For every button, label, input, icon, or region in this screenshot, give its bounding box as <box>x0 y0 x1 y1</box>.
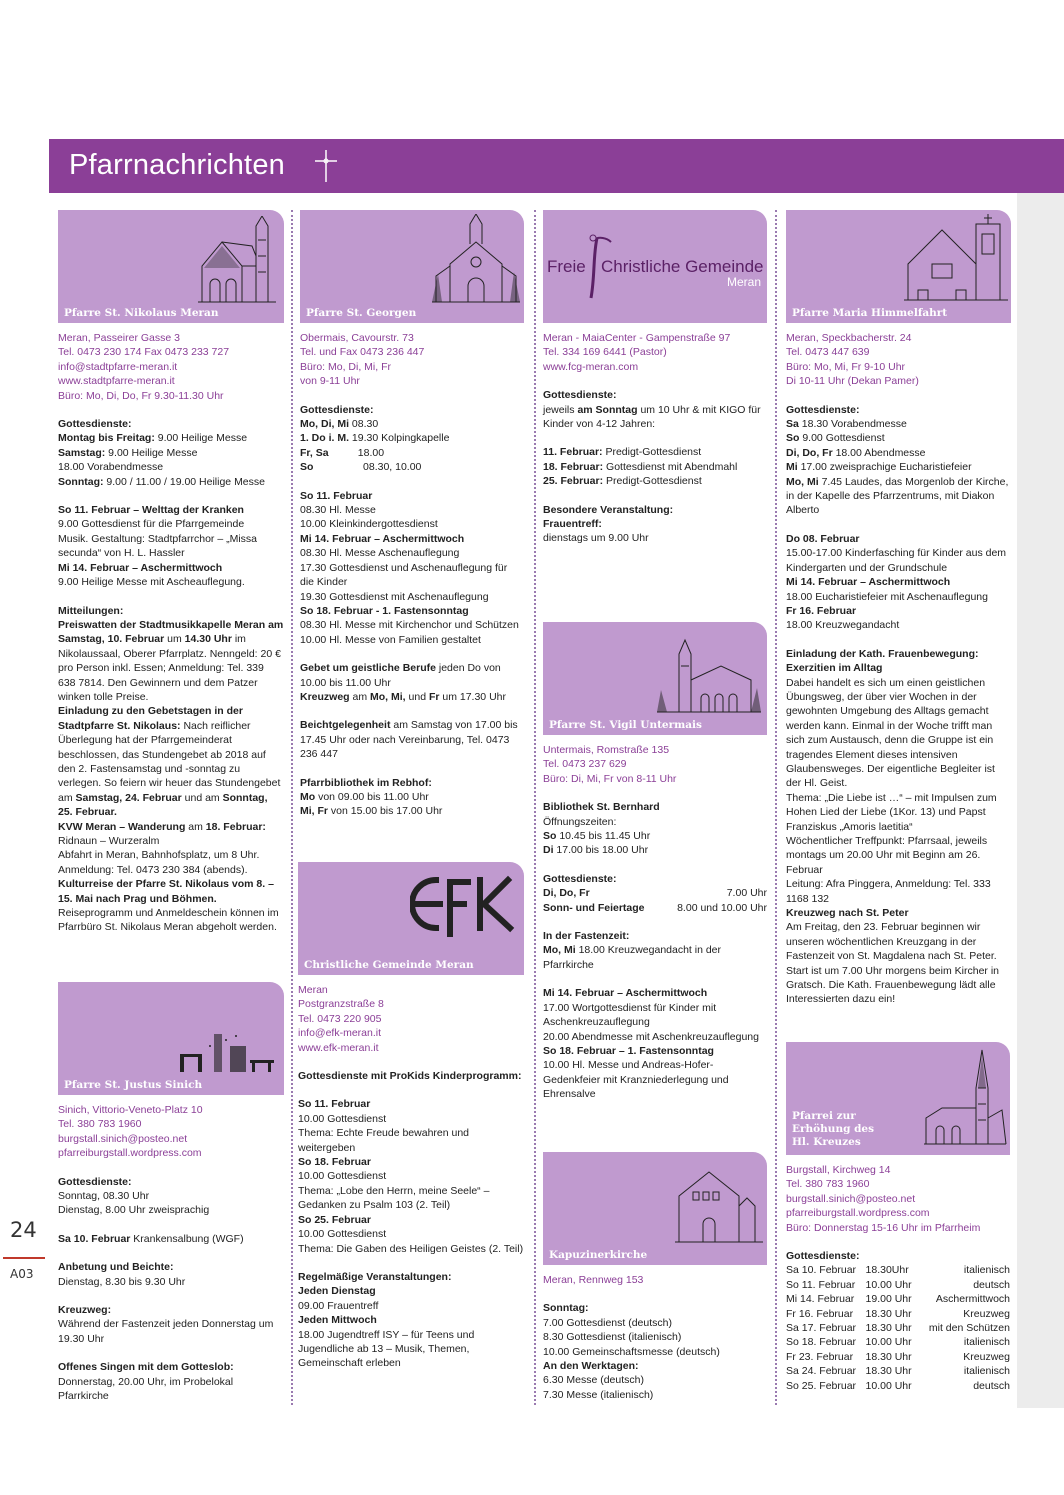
paragraph: Sonntag: 7.00 Gottesdienst (deutsch) 8.30 Gottesdienst (italienisch) 10.00 Gemeinschaftsmesse (deutsch) An den Werktagen: 6.30 Messe (deutsch) 7.30 Messe (italienisch) <box>543 1302 720 1401</box>
article-body <box>58 417 284 935</box>
schedule-time: 10.00 Uhr <box>865 1379 912 1392</box>
article-body <box>58 1175 284 1404</box>
city: Meran <box>298 984 328 996</box>
schedule-time: 18.30Uhr <box>865 1264 909 1277</box>
logo-christliche-gemeinde: Christliche Gemeinde <box>601 257 764 276</box>
logo-meran: Meran <box>726 275 761 289</box>
email-link[interactable]: info@stadtpfarre-meran.it <box>58 360 178 373</box>
paragraph: So 11. Februar 10.00 Gottesdienst Thema: Echte Freude bewahren und weitergeben So 18. Februar 10.00 Gottesdienst Thema: „Lobe den Herrn, meine Seele“ – Gedanken zu Psalm 103 (2. Teil) So 25. Februar 10.00 Gottesdienst Thema: Die Gaben des Heiligen Geistes (2. Teil) <box>298 1098 524 1255</box>
paragraph: Gottesdienste mit ProKids Kinderprogramm: <box>298 1070 522 1083</box>
schedule-row <box>786 1263 1010 1277</box>
phone: Tel. und Fax 0473 236 447 <box>300 346 425 359</box>
schedule-note: Kreuzweg <box>963 1350 1010 1363</box>
article-body <box>543 800 767 1101</box>
column-3 <box>543 210 767 560</box>
church-illustration-icon <box>430 214 522 306</box>
contact-info <box>58 1103 284 1161</box>
schedule-time: 10.00 Uhr <box>865 1278 912 1291</box>
phone: Tel. 334 169 6441 (Pastor) <box>543 346 667 359</box>
website-link[interactable]: www.stadtpfarre-meran.it <box>58 375 175 388</box>
page-title: Pfarrnachrichten <box>69 149 285 181</box>
article-body <box>786 403 1011 1007</box>
cross-icon <box>311 148 341 184</box>
office-hours: Büro: Mo, Di, Do, Fr 9.30-11.30 Uhr <box>58 389 224 402</box>
paragraph: Bibliothek St. Bernhard Öffnungszeiten: So 10.45 bis 11.45 Uhr Di 17.00 bis 18.00 Uhr <box>543 801 660 857</box>
schedule-row <box>786 1278 1010 1292</box>
schedule-row <box>786 1321 1010 1335</box>
office-hours: von 9-11 Uhr <box>300 375 360 388</box>
contact-info <box>543 743 767 786</box>
schedule-time: 18.30 Uhr <box>865 1365 912 1378</box>
contact-info <box>298 983 524 1055</box>
column-4-lower <box>786 1042 1010 1393</box>
efk-logo-icon <box>410 872 516 938</box>
contact-info <box>300 331 524 389</box>
article-body <box>786 1249 1010 1393</box>
schedule-date: So 11. Februar <box>786 1278 856 1291</box>
church-card-fcg <box>543 210 767 323</box>
address: Postgranzstraße 8 <box>298 998 384 1011</box>
column-1-lower <box>58 982 284 1418</box>
schedule-note: deutsch <box>973 1379 1010 1392</box>
phone: Tel. 0473 447 639 <box>786 346 870 359</box>
column-2-lower <box>298 862 524 1385</box>
paragraph: Gebet um geistliche Berufe jeden Do von 10.00 bis 11.00 Uhr Kreuzweg am Mo, Mi, und Fr um 17.30 Uhr <box>300 662 506 703</box>
website-link[interactable]: pfarreiburgstall.wordpress.com <box>786 1207 930 1220</box>
church-illustration-icon <box>922 1048 1008 1148</box>
paragraph: Gottesdienste: Montag bis Freitag: 9.00 Heilige Messe Samstag: 9.00 Heilige Messe 18.00 Vorabendmesse Sonntag: 9.00 / 11.00 / 19.00 Heilige Messe <box>58 418 265 488</box>
card-caption: Pfarre Maria Himmelfahrt <box>792 307 948 319</box>
schedule-note: italienisch <box>963 1365 1010 1378</box>
paragraph: Gottesdienste: Mo, Di, Mi 08.30 1. Do i. M. 19.30 Kolpingkapelle Fr, Sa 18.00 So 08.30, 10.00 <box>300 403 450 474</box>
address: Meran - MaiaCenter - Gampenstraße 97 <box>543 332 731 344</box>
column-divider <box>534 210 536 1405</box>
parish-card-georgen <box>300 210 524 323</box>
paragraph: In der Fastenzeit: Mo, Mi 18.00 Kreuzwegandacht in der Pfarrkirche <box>543 930 722 971</box>
schedule-row <box>786 1292 1010 1306</box>
schedule-time: 18.30 Uhr <box>865 1322 912 1335</box>
church-illustration-icon <box>196 216 278 306</box>
paragraph: Pfarrbibliothek im Rebhof: Mo von 09.00 bis 11.00 Uhr Mi, Fr von 15.00 bis 17.00 Uhr <box>300 776 443 818</box>
contact-info <box>786 331 1011 389</box>
paragraph: Gottesdienste: Sonntag, 08.30 Uhr Dienstag, 8.00 Uhr zweisprachig <box>58 1175 210 1217</box>
page-number: 24 <box>10 1218 37 1242</box>
office-hours: Büro: Mo, Di, Mi, Fr <box>300 360 392 373</box>
article-body <box>300 403 524 819</box>
office-hours: Büro: Mo, Mi, Fr 9-10 Uhr <box>786 360 906 373</box>
schedule-date: Sa 17. Februar <box>786 1322 857 1335</box>
paragraph: Anbetung und Beichte: Dienstag, 8.30 bis 9.30 Uhr <box>58 1261 186 1288</box>
phone: Tel. 0473 237 629 <box>543 758 627 771</box>
paragraph: So 11. Februar – Welttag der Kranken 9.00 Gottesdienst für die Pfarrgemeinde Musik. Gestaltung: Stadtpfarrchor – „Missa secunda“ von H. L. Hassler Mi 14. Februar – Aschermittwoch 9.00 Heilige Messe mit Ascheauflegung. <box>58 504 257 589</box>
header-banner <box>49 139 1064 193</box>
church-illustration-icon <box>170 1026 280 1078</box>
paragraph: Gottesdienste: Sa 18.30 Vorabendmesse So 9.00 Gottesdienst Di, Do, Fr 18.00 Abendmesse Mi 17.00 zweisprachige Eucharistiefeier Mo, Mi 7.45 Laudes, das Morgenlob der Kirche, in der Kapelle des Pfarrzentrums, mit Diakon Alberto <box>786 403 1009 517</box>
schedule-row <box>786 1307 1010 1321</box>
schedule-note: italienisch <box>963 1336 1010 1349</box>
church-card-kapuziner <box>543 1152 767 1265</box>
paragraph: Do 08. Februar 15.00-17.00 Kinderfasching für Kinder aus dem Kindergarten und der Grundschule Mi 14. Februar – Aschermittwoch 18.00 Eucharistiefeier mit Aschenauflegung Fr 16. Februar 18.00 Kreuzwegandacht <box>786 532 1007 632</box>
schedule-note: italienisch <box>963 1264 1010 1277</box>
phone: Tel. 380 783 1960 <box>58 1118 142 1131</box>
schedule-note: mit den Schützen <box>928 1322 1010 1335</box>
schedule-note: deutsch <box>973 1278 1010 1291</box>
paragraph: Gottesdienste: jeweils am Sonntag um 10 Uhr & mit KIGO für Kinder von 4-12 Jahren: <box>543 389 761 431</box>
paragraph: Besondere Veranstaltung: Frauentreff: dienstags um 9.00 Uhr <box>543 503 674 545</box>
address: Sinich, Vittorio-Veneto-Platz 10 <box>58 1104 203 1116</box>
website-link[interactable]: www.efk-meran.it <box>298 1041 379 1054</box>
card-caption: Pfarrei zur Erhöhung des Hl. Kreuzes <box>792 1110 875 1148</box>
schedule-date: Fr 23. Februar <box>786 1350 854 1363</box>
column-divider <box>291 210 293 1405</box>
schedule-time: 18.30 Uhr <box>865 1350 912 1363</box>
contact-info <box>543 331 767 374</box>
logo-freie: Freie <box>547 257 586 276</box>
parish-card-vigil <box>543 622 767 735</box>
address: Meran, Passeirer Gasse 3 <box>58 332 180 344</box>
parish-card-kreuz <box>786 1042 1010 1155</box>
address: Burgstall, Kirchweg 14 <box>786 1164 891 1176</box>
contact-info <box>58 331 284 403</box>
schedule-table <box>786 1263 1010 1393</box>
schedule-date: Mi 14. Februar <box>786 1293 855 1306</box>
website-link[interactable]: www.fcg-meran.com <box>543 360 639 373</box>
schedule-row <box>786 1379 1010 1393</box>
email-link[interactable]: info@efk-meran.it <box>298 1027 382 1040</box>
email-link[interactable]: burgstall.sinich@posteo.net <box>786 1192 916 1205</box>
phone: Tel. 380 783 1960 <box>786 1178 870 1191</box>
column-3-lower <box>543 1152 767 1416</box>
website-link[interactable]: pfarreiburgstall.wordpress.com <box>58 1147 202 1160</box>
card-caption: Pfarre St. Justus Sinich <box>64 1079 203 1091</box>
address: Meran, Speckbacherstr. 24 <box>786 332 912 344</box>
office-hours: Büro: Di, Mi, Fr von 8-11 Uhr <box>543 772 677 785</box>
schedule-note: Aschermittwoch <box>935 1293 1010 1306</box>
card-caption: Pfarre St. Vigil Untermais <box>549 719 702 731</box>
column-divider <box>775 210 777 1405</box>
schedule-heading: Gottesdienste: <box>786 1250 860 1263</box>
schedule-note: Kreuzweg <box>963 1307 1010 1320</box>
phone: Tel. 0473 230 174 Fax 0473 233 727 <box>58 346 230 359</box>
paragraph: Kreuzweg: Während der Fastenzeit jeden Donnerstag um 19.30 Uhr <box>58 1304 274 1345</box>
schedule-date: Sa 10. Februar <box>786 1264 857 1277</box>
schedule-row <box>786 1335 1010 1349</box>
column-2 <box>300 210 524 833</box>
parish-card-himmelfahrt <box>786 210 1011 323</box>
address: Untermais, Romstraße 135 <box>543 744 670 756</box>
schedule-date: Fr 16. Februar <box>786 1307 854 1320</box>
card-caption: Pfarre St. Georgen <box>306 307 417 319</box>
page-code: A03 <box>10 1267 34 1281</box>
phone: Tel. 0473 220 905 <box>298 1012 382 1025</box>
paragraph: Beichtgelegenheit am Samstag von 17.00 bis 17.45 Uhr oder nach Vereinbarung, Tel. 0473 236 447 <box>300 719 518 761</box>
church-illustration-icon <box>655 626 763 716</box>
schedule-date: So 18. Februar <box>786 1336 857 1349</box>
schedule-time: 18.30 Uhr <box>865 1307 912 1320</box>
email-link[interactable]: burgstall.sinich@posteo.net <box>58 1132 188 1145</box>
card-caption: Pfarre St. Nikolaus Meran <box>64 307 219 319</box>
column-3-middle <box>543 622 767 1116</box>
paragraph: Regelmäßige Veranstaltungen: Jeden Dienstag 09.00 Frauentreff Jeden Mittwoch 18.00 Jugendtreff ISY – für Teens und Jugendliche ab 13 – Musik, Themen, Gemeinschaft erleben <box>298 1270 475 1370</box>
address: Meran, Rennweg 153 <box>543 1274 644 1286</box>
margin-stripe <box>1017 193 1064 1408</box>
paragraph: Gottesdienste: Di, Do, Fr 7.00 Uhr Sonn- und Feiertage 8.00 und 10.00 Uhr <box>543 872 767 914</box>
schedule-date: So 25. Februar <box>786 1379 857 1392</box>
contact-info <box>543 1273 767 1287</box>
page-rule <box>3 1257 45 1259</box>
paragraph: 11. Februar: Predigt-Gottesdienst 18. Februar: Gottesdienst mit Abendmahl 25. Februar: Predigt-Gottesdienst <box>543 446 738 488</box>
paragraph: Einladung der Kath. Frauenbewegung: Exerzitien im Alltag Dabei handelt es sich um einen geistlichen Übungsweg, der über vier Wochen in der gewohnten Umgebung des Alltags gemacht werden kann. Einmal in der Woche trifft man sich zum Austausch, denn die Gruppe ist ein tragendes Element dieses intensiven Glaubensweges. Der eigentliche Begleiter ist der Hl. Geist. Thema: „Die Liebe ist …“ – mit Impulsen zum Hohen Lied der Liebe (1Kor. 13) und Papst Franziskus „Amoris laetitia“ Wöchentlicher Treffpunkt: Pfarrsaal, jeweils montags um 20.00 Uhr mit Beginn am 26. Februar Leitung: Afra Pinggera, Anmeldung: Tel. 333 1168 132 Kreuzweg nach St. Peter Am Freitag, den 23. Februar beginnen wir unseren wöchentlichen Kreuzgang in der Fastenzeit von St. Magdalena nach St. Peter. Start ist um 7.00 Uhr morgens beim Kircher in Gratsch. Die Kath. Frauenbewegung lädt alle Interessierten dazu ein! <box>786 647 999 1006</box>
schedule-time: 19.00 Uhr <box>865 1293 912 1306</box>
article-body <box>298 1069 524 1371</box>
efk-logo-text <box>298 862 299 863</box>
paragraph: Offenes Singen mit dem Gotteslob: Donnerstag, 20.00 Uhr, im Probelokal Pfarrkirche <box>58 1361 234 1403</box>
schedule-row <box>786 1364 1010 1378</box>
paragraph: Mitteilungen: Preiswatten der Stadtmusikkapelle Meran am Samstag, 10. Februar um 14.30 Uhr im Nikolaussaal, Oberer Pfarrplatz. Nenngeld: 20 € pro Person inkl. Essen; Anmeldung: Tel. 339 638 7814. Den Gewinnern und dem Patzer winken tolle Preise. Einladung zu den Gebetstagen in der Stadtpfarre St. Nikolaus: Nach reiflicher Überlegung hat der Pfarrgemeinderat beschlossen, das Stundengebet ab 2018 auf den 2. Fastensamstag und -sonntag zu verlegen. So feiern wir heuer das Stundengebet am Samstag, 24. Februar und am Sonntag, 25. Februar. KVW Meran – Wanderung am 18. Februar: Ridnaun – Wurzeralm Abfahrt in Meran, Bahnhofsplatz, um 8 Uhr. Anmeldung: Tel. 0473 230 384 (abends). Kulturreise der Pfarre St. Nikolaus vom 8. – 15. Mai nach Prag und Böhmen. Reiseprogramm und Anmeldeschein können im Pfarrbüro St. Nikolaus Meran abgeholt werden. <box>58 604 284 934</box>
article-body <box>543 1301 767 1402</box>
card-caption: Kapuzinerkirche <box>549 1249 648 1261</box>
parish-card-nikolaus <box>58 210 284 323</box>
parish-card-efk <box>298 862 524 975</box>
paragraph: Sa 10. Februar Krankensalbung (WGF) <box>58 1232 244 1245</box>
paragraph: So 11. Februar 08.30 Hl. Messe 10.00 Kleinkindergottesdienst Mi 14. Februar – Aschermittwoch 08.30 Hl. Messe Aschenauflegung 17.30 Gottesdienst und Aschenauflegung für die Kinder 19.30 Gottesdienst mit Aschenauflegung So 18. Februar - 1. Fastensonntag 08.30 Hl. Messe mit Kirchenchor und Schützen 10.00 Hl. Messe von Familien gestaltet <box>300 489 519 646</box>
contact-info <box>786 1163 1010 1235</box>
parish-card-justus <box>58 982 284 1095</box>
schedule-row <box>786 1350 1010 1364</box>
address: Obermais, Cavourstr. 73 <box>300 332 414 344</box>
column-4 <box>786 210 1011 1021</box>
article-body <box>543 388 767 546</box>
office-hours: Di 10-11 Uhr (Dekan Pamer) <box>786 375 919 388</box>
church-illustration-icon <box>673 1158 765 1246</box>
column-1 <box>58 210 284 949</box>
schedule-date: Sa 24. Februar <box>786 1365 857 1378</box>
card-caption: Christliche Gemeinde Meran <box>304 959 474 971</box>
office-hours: Büro: Donnerstag 15-16 Uhr im Pfarrheim <box>786 1221 981 1234</box>
church-illustration-icon <box>902 214 1010 304</box>
paragraph: Mi 14. Februar – Aschermittwoch 17.00 Wortgottesdienst für Kinder mit Aschenkreuzauflegung 20.00 Abendmesse mit Aschenkreuzauflegung So 18. Februar – 1. Fastensonntag 10.00 Hl. Messe und Andreas-Hofer-Gedenkfeier mit Kranzniederlegung und Ehrensalve <box>543 987 759 1101</box>
schedule-time: 10.00 Uhr <box>865 1336 912 1349</box>
